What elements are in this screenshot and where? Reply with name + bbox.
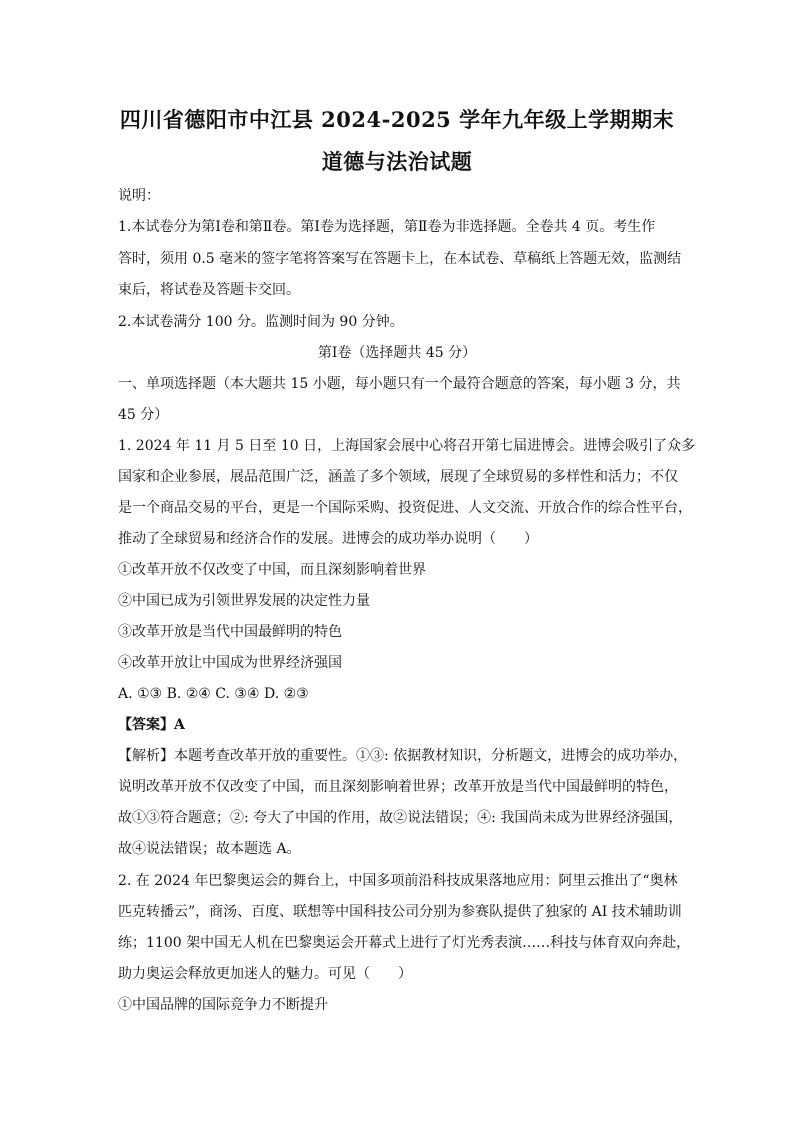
question-1-analysis-line: 故④说法错误；故本题选 A。 — [118, 841, 301, 857]
question-1-analysis-line: 故①③符合题意；②: 夸大了中国的作用，故②说法错误；④: 我国尚未成为世界经济强国， — [118, 810, 683, 826]
question-1-stem-line: 1. 2024 年 11 月 5 日至 10 日，上海国家会展中心将召开第七届进博会。进博会吸引了众多 — [118, 438, 696, 454]
question-1-stem-line: 是一个商品交易的平台，更是一个国际采购、投资促进、人文交流、开放合作的综合性平台， — [118, 500, 692, 516]
instructions-heading: 说明： — [118, 188, 160, 204]
question-1-analysis-line: 说明改革开放不仅改变了中国，而且深刻影响着世界；改革开放是当代中国最鲜明的特色， — [118, 779, 678, 795]
question-1-option-3: ③改革开放是当代中国最鲜明的特色 — [118, 624, 342, 640]
question-1-answer: 【答案】A — [118, 717, 185, 733]
question-1-option-4: ④改革开放让中国成为世界经济强国 — [118, 655, 342, 671]
exam-title-line1: 四川省德阳市中江县 2024-2025 学年九年级上学期期末 — [119, 107, 675, 132]
part-heading-line: 一、单项选择题（本大题共 15 小题，每小题只有一个最符合题意的答案，每小题 3 分，共 — [118, 376, 681, 392]
question-1-option-2: ②中国已成为引领世界发展的决定性力量 — [118, 593, 370, 609]
question-1-stem-line: 推动了全球贸易和经济合作的发展。进博会的成功举办说明（ ） — [118, 531, 538, 547]
question-2-stem-line: 2. 在 2024 年巴黎奥运会的舞台上，中国多项前沿科技成果落地应用：阿里云推出了“奥林 — [118, 873, 678, 889]
question-2-stem-line: 匹克转播云”，商汤、百度、联想等中国科技公司分别为参赛队提供了独家的 AI 技术辅助训 — [118, 904, 682, 920]
section-heading: 第Ⅰ卷（选择题共 45 分） — [317, 345, 477, 361]
question-2-stem-line: 助力奥运会释放更加迷人的魅力。可见（ ） — [118, 966, 412, 982]
instruction-line: 1.本试卷分为第Ⅰ卷和第Ⅱ卷。第Ⅰ卷为选择题，第Ⅱ卷为非选择题。全卷共 4 页。考生作 — [118, 219, 656, 235]
question-1-option-1: ①改革开放不仅改变了中国，而且深刻影响着世界 — [118, 562, 426, 578]
instruction-line: 束后，将试卷及答题卡交回。 — [118, 282, 300, 298]
part-heading-line: 45 分） — [118, 407, 169, 423]
question-1-analysis-line: 【解析】本题考查改革开放的重要性。①③: 依据教材知识，分析题文，进博会的成功举办， — [118, 748, 688, 764]
exam-title-line2: 道德与法治试题 — [321, 149, 473, 174]
question-2-stem-line: 练；1100 架中国无人机在巴黎奥运会开幕式上进行了灯光秀表演……科技与体育双向奔赴， — [118, 935, 691, 951]
question-1-choices: A. ①③ B. ②④ C. ③④ D. ②③ — [118, 686, 309, 702]
question-2-option-1: ①中国品牌的国际竞争力不断提升 — [118, 997, 328, 1013]
instruction-line: 答时，须用 0.5 毫米的签字笔将答案写在答题卡上，在本试卷、草稿纸上答题无效，监测结 — [118, 251, 682, 267]
instruction-line: 2.本试卷满分 100 分。监测时间为 90 分钟。 — [118, 314, 404, 330]
question-1-stem-line: 国家和企业参展，展品范围广泛，涵盖了多个领域，展现了全球贸易的多样性和活力；不仅 — [118, 469, 678, 485]
